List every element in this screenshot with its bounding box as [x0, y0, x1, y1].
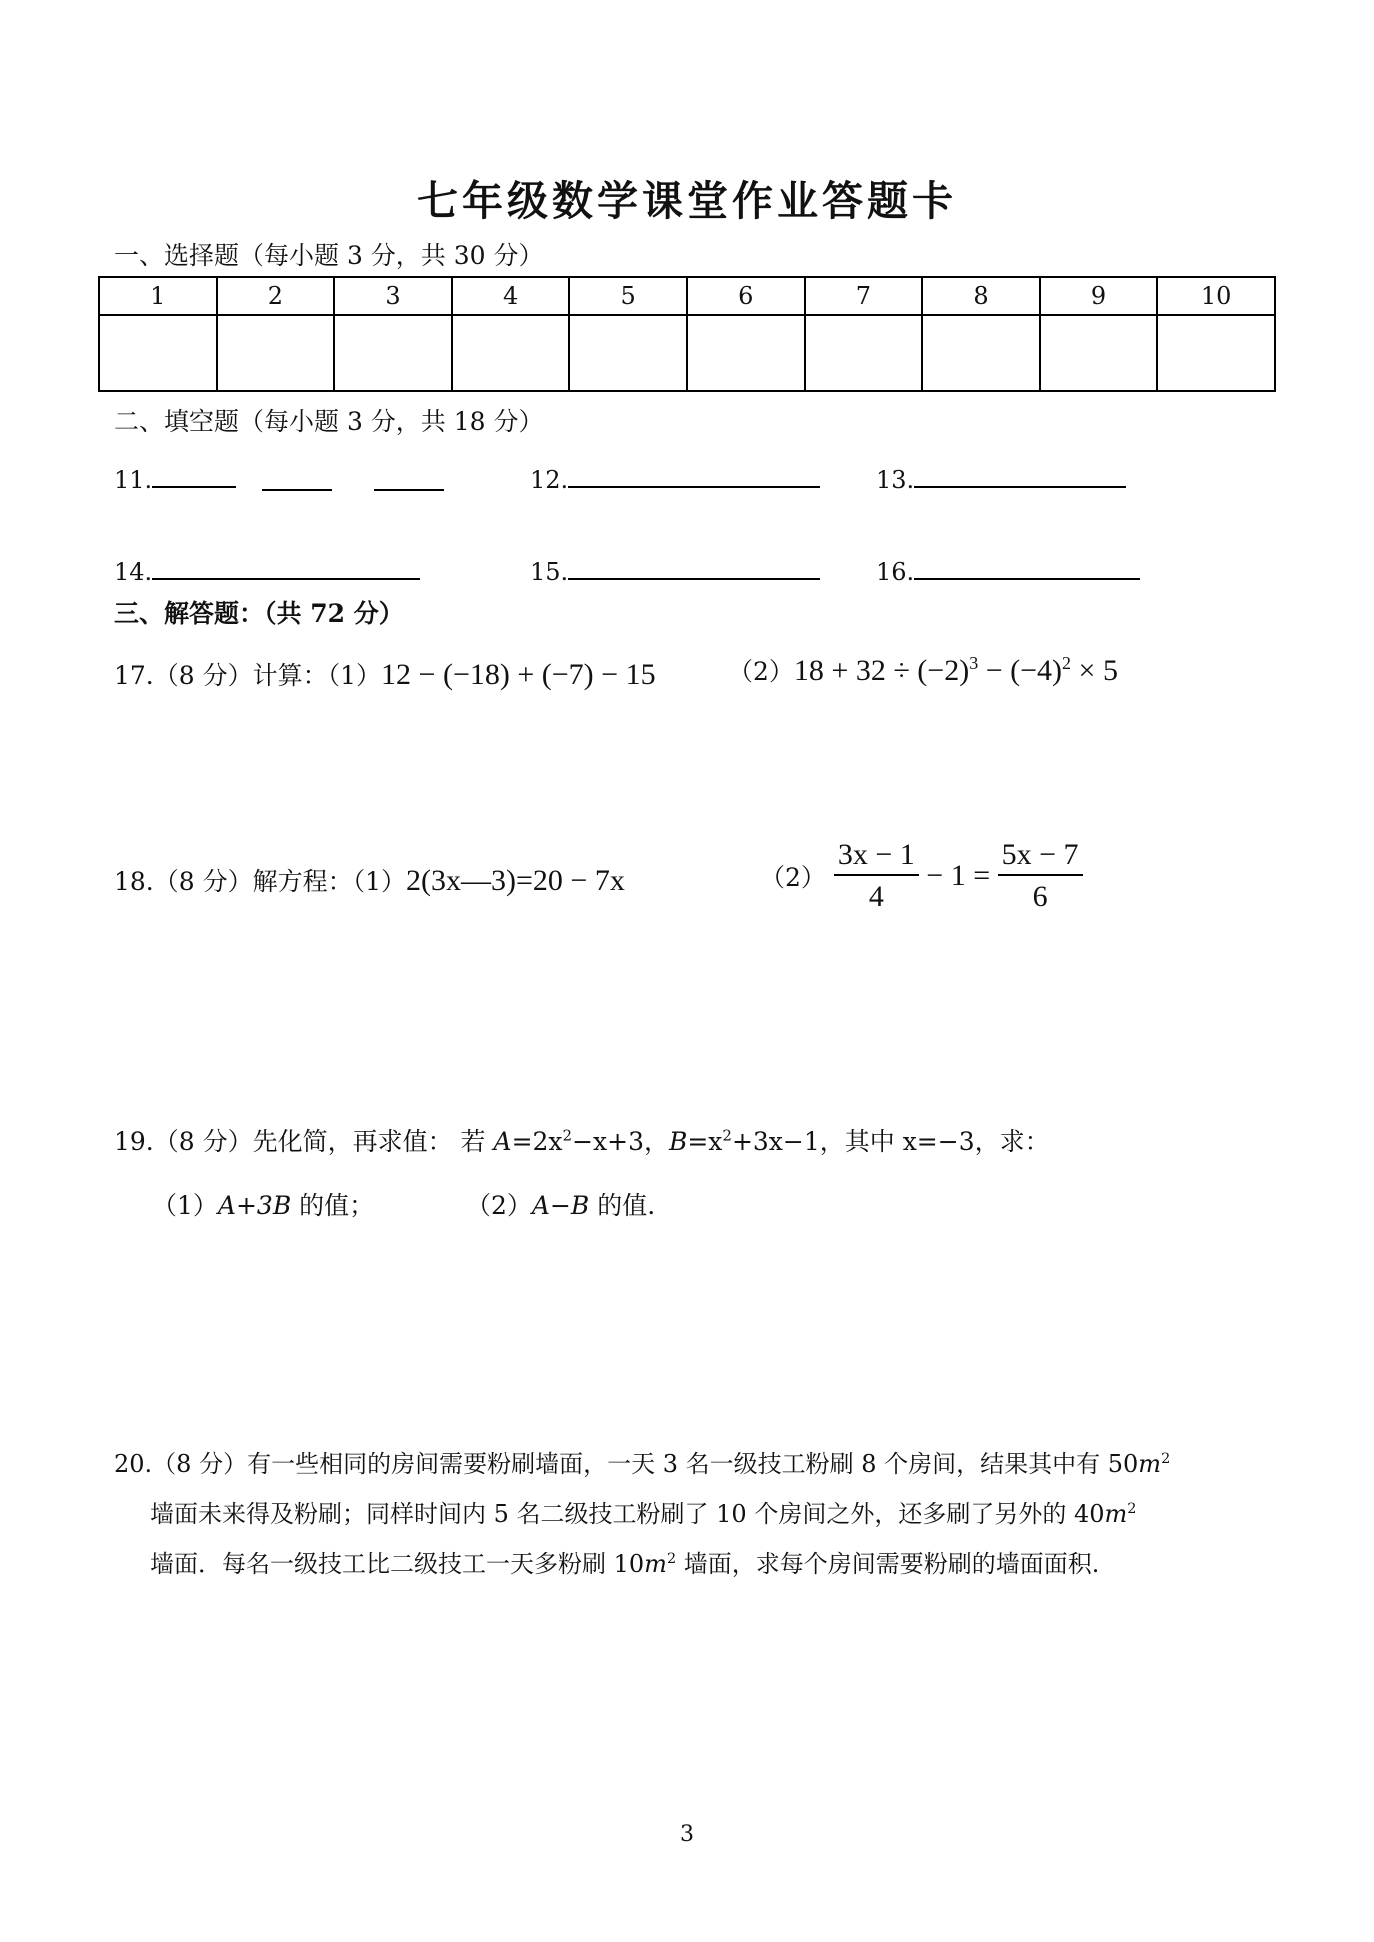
q12-row — [530, 462, 820, 494]
q20-line1-unit: m — [1138, 1450, 1162, 1478]
q18-fraction-1 — [834, 838, 919, 914]
q18-part-2 — [760, 838, 1083, 914]
q17-expr2-exp-a: 3 — [969, 653, 979, 673]
q18-prefix: 18.（8 分）解方程：（1） — [114, 867, 407, 896]
choice-answer-cell-4[interactable] — [452, 315, 570, 391]
q19-part1-tail: 的值； — [291, 1191, 375, 1220]
q20-line2-text: 墙面未来得及粉刷；同样时间内 5 名二级技工粉刷了 10 个房间之外，还多刷了另外的 40 — [150, 1500, 1105, 1528]
section-1-heading: 一、选择题（每小题 3 分，共 30 分） — [114, 241, 544, 270]
q12-blank[interactable] — [568, 462, 820, 488]
choice-answer-cell-3[interactable] — [334, 315, 452, 391]
q20-line-2 — [150, 1494, 1136, 1529]
q17-expr2-term-c: × 5 — [1071, 654, 1118, 687]
q20-line1-text: 20.（8 分）有一些相同的房间需要粉刷墙面，一天 3 名一级技工粉刷 8 个房间，结果其中有 50 — [114, 1450, 1139, 1478]
q17-expr2-term-b: − (−4) — [978, 654, 1063, 687]
q20-line2-exp: 2 — [1127, 1501, 1137, 1517]
page-title: 七年级数学课堂作业答题卡 — [417, 177, 957, 225]
q19-part-2 — [466, 1186, 655, 1222]
choice-answer-cell-6[interactable] — [687, 315, 805, 391]
q17-prefix: 17.（8 分）计算：（1） — [114, 661, 382, 690]
choice-answer-cell-9[interactable] — [1040, 315, 1158, 391]
choice-col-1: 1 — [99, 277, 217, 315]
q19-A-def-c: −x+3， — [572, 1127, 669, 1156]
choice-col-7: 7 — [805, 277, 923, 315]
q19-A-def-b: =2x — [511, 1127, 563, 1156]
choice-answer-cell-1[interactable] — [99, 315, 217, 391]
q12-label: 12. — [530, 466, 569, 494]
choice-answer-cell-8[interactable] — [922, 315, 1040, 391]
choice-col-9: 9 — [1040, 277, 1158, 315]
q16-label: 16. — [876, 558, 915, 586]
q19-part2-label: （2） — [466, 1191, 532, 1220]
q20-line-3 — [150, 1544, 1099, 1579]
section-3-heading: 三、解答题：（共 72 分） — [114, 599, 404, 628]
q20-line1-exp: 2 — [1161, 1451, 1171, 1467]
q16-row — [876, 554, 1140, 586]
q19-part1-expr: A+3B — [217, 1191, 292, 1220]
q13-blank[interactable] — [914, 462, 1126, 488]
q17-expr-2 — [794, 654, 1118, 687]
q19-prefix: 19.（8 分）先化简，再求值： 若 — [114, 1127, 494, 1156]
q15-row — [530, 554, 820, 586]
q20-line3-text-a: 墙面．每名一级技工比二级技工一天多粉刷 10 — [150, 1550, 645, 1578]
q16-blank[interactable] — [914, 554, 1140, 580]
choice-col-6: 6 — [687, 277, 805, 315]
q19-A-symbol: A — [493, 1127, 512, 1156]
q17-expr-1: 12 − (−18) + (−7) − 15 — [381, 658, 656, 691]
q20-line3-unit: m — [644, 1550, 667, 1578]
q17-part2-label: （2） — [728, 657, 794, 686]
q18-frac2-numerator: 5x − 7 — [998, 838, 1083, 876]
choice-answer-cell-5[interactable] — [569, 315, 687, 391]
q17-expr2-exp-b: 2 — [1062, 653, 1072, 673]
choice-col-2: 2 — [217, 277, 335, 315]
section-2-heading: 二、填空题（每小题 3 分，共 18 分） — [114, 407, 544, 436]
q18-middle: − 1 = — [918, 859, 998, 892]
q18-frac1-numerator: 3x − 1 — [834, 838, 919, 876]
q20-line-1 — [114, 1444, 1170, 1479]
q19-part-1 — [152, 1186, 374, 1222]
page-number: 3 — [680, 1822, 694, 1847]
q19-B-def-b: =x — [687, 1127, 723, 1156]
q19-B-def-c: +3x−1，其中 x=−3，求： — [731, 1127, 1050, 1156]
q14-row — [114, 554, 420, 586]
q14-label: 14. — [114, 558, 153, 586]
q11-blank-2[interactable] — [262, 465, 332, 491]
q19-part2-tail: 的值. — [589, 1191, 656, 1220]
q11-row — [114, 462, 236, 494]
choice-answer-cell-2[interactable] — [217, 315, 335, 391]
q15-label: 15. — [530, 558, 569, 586]
q20-line3-text-b: 墙面，求每个房间需要粉刷的墙面面积. — [676, 1550, 1100, 1578]
q18-fraction-2 — [998, 838, 1083, 914]
choice-col-4: 4 — [452, 277, 570, 315]
q11-label: 11. — [114, 466, 153, 494]
q19-B-exp: 2 — [722, 1126, 732, 1145]
q14-blank[interactable] — [152, 554, 420, 580]
q20-line2-unit: m — [1104, 1500, 1128, 1528]
q17 — [114, 656, 656, 692]
choice-col-3: 3 — [334, 277, 452, 315]
q13-label: 13. — [876, 466, 915, 494]
choice-answer-table — [98, 276, 1276, 392]
choice-answer-cell-10[interactable] — [1157, 315, 1275, 391]
choice-col-10: 10 — [1157, 277, 1275, 315]
q19-part1-label: （1） — [152, 1191, 218, 1220]
choice-col-8: 8 — [922, 277, 1040, 315]
q19 — [114, 1122, 1050, 1158]
choice-col-5: 5 — [569, 277, 687, 315]
q15-blank[interactable] — [568, 554, 820, 580]
q19-B-symbol: B — [668, 1127, 688, 1156]
q18-frac1-denominator: 4 — [868, 880, 884, 913]
q18-expr-1: 2(3x—3)=20 − 7x — [406, 864, 625, 897]
q19-A-exp: 2 — [562, 1126, 573, 1145]
q20-line3-exp: 2 — [666, 1551, 677, 1567]
q19-part2-expr: A−B — [531, 1191, 590, 1220]
q11-blank-3[interactable] — [374, 465, 444, 491]
q11-blank-1[interactable] — [152, 462, 236, 488]
q18 — [114, 862, 625, 898]
q18-part2-label: （2） — [760, 863, 826, 892]
q13-row — [876, 462, 1126, 494]
q17-part-2 — [728, 652, 1118, 688]
q18-frac2-denominator: 6 — [1032, 880, 1048, 913]
choice-answer-cell-7[interactable] — [805, 315, 923, 391]
q17-expr2-term-a: 18 + 32 ÷ (−2) — [793, 654, 970, 687]
